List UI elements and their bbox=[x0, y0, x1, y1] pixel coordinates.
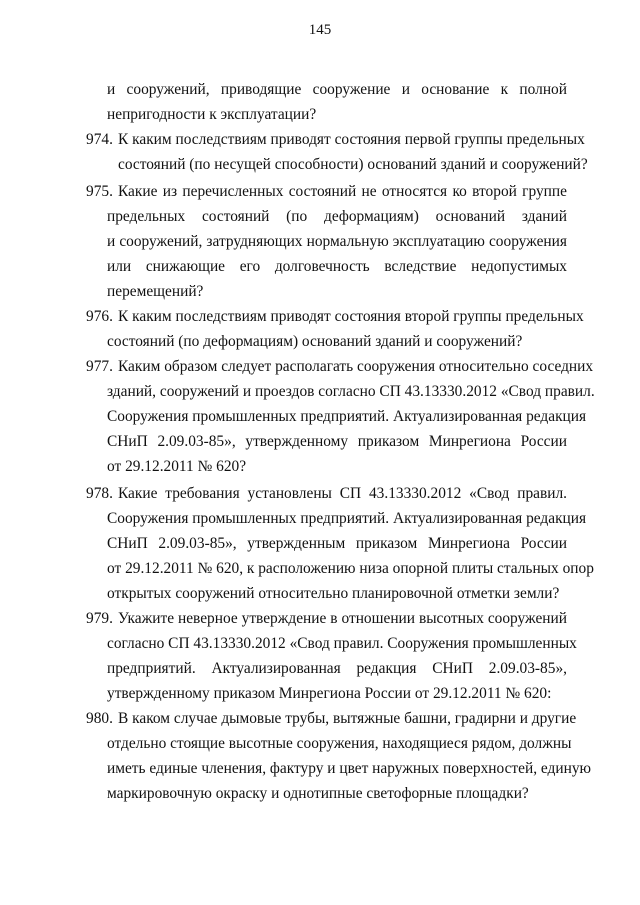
question-line: К каким последствиям приводят состояния второй группы предельных bbox=[118, 308, 584, 325]
question-line: СНиП 2.09.03-85», утвержденным приказом Минрегиона России bbox=[107, 535, 567, 552]
question-line: Какие требования установлены СП 43.13330.2012 «Свод правил. bbox=[118, 485, 567, 502]
question-number: 980. bbox=[86, 710, 113, 727]
question-line: или снижающие его долговечность вследствие недопустимых bbox=[107, 258, 567, 275]
question-line: Каким образом следует располагать сооружения относительно соседних bbox=[118, 358, 594, 375]
question-line: открытых сооружений относительно планировочной отметки земли? bbox=[107, 585, 560, 602]
question-line: состояний (по несущей способности) оснований зданий и сооружений? bbox=[118, 156, 588, 173]
question-line: согласно СП 43.13330.2012 «Свод правил. Сооружения промышленных bbox=[107, 635, 577, 652]
continuation-line: непригодности к эксплуатации? bbox=[107, 106, 317, 123]
page-number: 145 bbox=[308, 22, 332, 38]
question-line: от 29.12.2011 № 620, к расположению низа опорной плиты стальных опор bbox=[107, 560, 594, 577]
question-line: Какие из перечисленных состояний не относятся ко второй группе bbox=[118, 183, 567, 200]
question-line: СНиП 2.09.03-85», утвержденному приказом Минрегиона России bbox=[107, 433, 567, 450]
question-number: 978. bbox=[86, 485, 113, 502]
question-number: 977. bbox=[86, 358, 113, 375]
question-line: утвержденному приказом Минрегиона России от 29.12.2011 № 620: bbox=[107, 685, 552, 702]
question-line: В каком случае дымовые трубы, вытяжные башни, градирни и другие bbox=[118, 710, 577, 727]
question-line: от 29.12.2011 № 620? bbox=[107, 458, 247, 475]
question-line: перемещений? bbox=[107, 283, 204, 300]
question-number: 974. bbox=[86, 131, 113, 148]
question-line: К каким последствиям приводят состояния первой группы предельных bbox=[118, 131, 585, 148]
question-line: Сооружения промышленных предприятий. Актуализированная редакция bbox=[107, 510, 587, 527]
question-line: Укажите неверное утверждение в отношении высотных сооружений bbox=[118, 610, 567, 627]
question-line: маркировочную окраску и однотипные светофорные площадки? bbox=[107, 785, 529, 802]
question-line: отдельно стоящие высотные сооружения, находящиеся рядом, должны bbox=[107, 735, 572, 752]
question-line: иметь единые членения, фактуру и цвет наружных поверхностей, единую bbox=[107, 760, 592, 777]
question-number: 976. bbox=[86, 308, 113, 325]
question-line: и сооружений, затрудняющих нормальную эксплуатацию сооружения bbox=[107, 233, 567, 250]
question-line: предприятий. Актуализированная редакция СНиП 2.09.03-85», bbox=[107, 660, 567, 677]
question-number: 975. bbox=[86, 183, 113, 200]
question-line: Сооружения промышленных предприятий. Актуализированная редакция bbox=[107, 408, 587, 425]
question-number: 979. bbox=[86, 610, 113, 627]
question-line: предельных состояний (по деформациям) оснований зданий bbox=[107, 208, 567, 225]
continuation-line: и сооружений, приводящие сооружение и основание к полной bbox=[107, 81, 567, 98]
question-line: состояний (по деформациям) оснований зданий и сооружений? bbox=[107, 333, 523, 350]
question-line: зданий, сооружений и проездов согласно СП 43.13330.2012 «Свод правил. bbox=[107, 383, 595, 400]
